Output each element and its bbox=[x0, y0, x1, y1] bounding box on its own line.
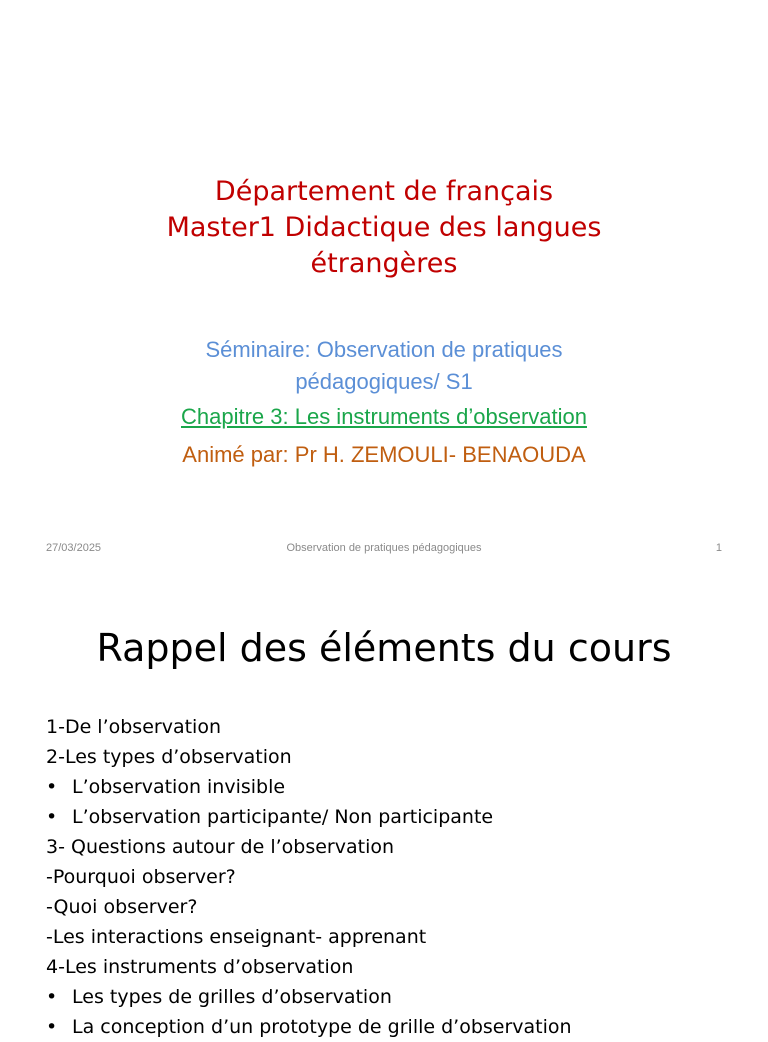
list-item: • Les types de grilles d’observation bbox=[46, 982, 572, 1012]
list-item: 4-Les instruments d’observation bbox=[46, 956, 354, 978]
footer-page-number: 1 bbox=[715, 542, 722, 554]
slide2-title: Rappel des éléments du cours bbox=[96, 626, 672, 670]
list-item: 1-De l’observation bbox=[46, 716, 221, 738]
list-item: • L’observation participante/ Non participante bbox=[46, 802, 572, 832]
list-item: -Pourquoi observer? bbox=[46, 866, 236, 888]
list-item: -Les interactions enseignant- apprenant bbox=[46, 926, 427, 948]
title-line-3: étrangères bbox=[310, 248, 458, 279]
list-item: • L’observation invisible bbox=[46, 772, 572, 802]
chapter-link[interactable]: Chapitre 3: Les instruments d’observation bbox=[181, 404, 587, 429]
list-item: -Quoi observer? bbox=[46, 896, 198, 918]
seminar-line-2: pédagogiques/ S1 bbox=[295, 369, 473, 394]
course-outline-list bbox=[46, 712, 572, 1042]
title-line-1: Département de français bbox=[214, 176, 554, 207]
list-item: • La conception d’un prototype de grille d’observation bbox=[46, 1012, 572, 1042]
slide-2 bbox=[0, 582, 768, 1038]
list-item: 2-Les types d’observation bbox=[46, 746, 292, 768]
footer-title: Observation de pratiques pédagogiques bbox=[286, 542, 482, 554]
slide-title bbox=[0, 174, 768, 282]
seminar-title bbox=[0, 334, 768, 398]
seminar-line-1: Séminaire: Observation de pratiques bbox=[205, 337, 563, 362]
footer-date: 27/03/2025 bbox=[46, 542, 102, 554]
list-item: 3- Questions autour de l’observation bbox=[46, 836, 395, 858]
title-line-2: Master1 Didactique des langues bbox=[166, 212, 602, 243]
presenter-name: Animé par: Pr H. ZEMOULI- BENAOUDA bbox=[182, 442, 586, 467]
